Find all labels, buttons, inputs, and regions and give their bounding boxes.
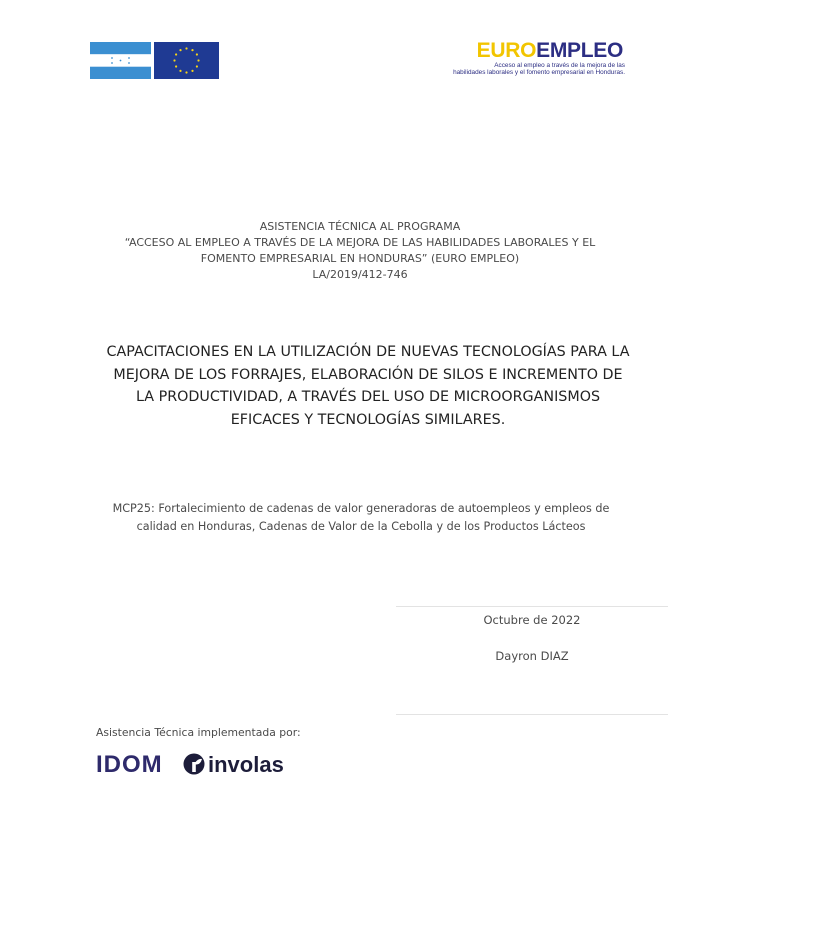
involas-logo-text: involas xyxy=(208,752,284,777)
divider-bottom xyxy=(396,714,668,715)
honduras-flag-icon xyxy=(90,42,151,79)
program-line-4: LA/2019/412-746 xyxy=(312,268,408,281)
title-line-1: CAPACITACIONES EN LA UTILIZACIÓN DE NUEVAS TECNOLOGÍAS PARA LA xyxy=(106,344,630,360)
program-line-1: ASISTENCIA TÉCNICA AL PROGRAMA xyxy=(259,220,461,233)
program-line-2: “ACCESO AL EMPLEO A TRAVÉS DE LA MEJORA DE LAS HABILIDADES LABORALES Y EL xyxy=(124,236,596,249)
involas-logo xyxy=(183,750,305,778)
subtitle-line-1: MCP25: Fortalecimiento de cadenas de valor generadoras de autoempleos y empleos de xyxy=(112,502,610,515)
idom-logo-text: IDOM xyxy=(96,751,163,778)
euroempleo-brand xyxy=(413,40,623,62)
document-subtitle xyxy=(98,500,624,536)
document-author: Dayron DIAZ xyxy=(495,649,569,663)
implemented-by-label: Asistencia Técnica implementada por: xyxy=(96,726,301,739)
title-line-2: MEJORA DE LOS FORRAJES, ELABORACIÓN DE SILOS E INCREMENTO DE xyxy=(113,366,623,383)
brand-empleo: EMPLEO xyxy=(536,39,623,62)
divider-top xyxy=(396,606,668,607)
program-block xyxy=(100,219,620,283)
title-line-4: EFICACES Y TECNOLOGÍAS SIMILARES. xyxy=(230,411,506,428)
euroempleo-logo xyxy=(413,40,625,76)
document-date: Octubre de 2022 xyxy=(483,613,581,627)
subtitle-line-2: calidad en Honduras, Cadenas de Valor de la Cebolla y de los Productos Lácteos xyxy=(136,520,586,533)
eu-flag-icon xyxy=(154,42,219,79)
document-title xyxy=(90,341,646,431)
title-line-3: LA PRODUCTIVIDAD, A TRAVÉS DEL USO DE MICROORGANISMOS xyxy=(135,389,601,405)
involas-mark-icon xyxy=(184,754,205,775)
program-line-3: FOMENTO EMPRESARIAL EN HONDURAS” (EURO EMPLEO) xyxy=(200,252,520,265)
brand-euro: EURO xyxy=(476,39,537,62)
idom-logo xyxy=(96,748,174,778)
logo-tagline: Acceso al empleo a través de la mejora de las habilidades laborales y el fomento empresarial en Honduras. xyxy=(453,62,625,76)
